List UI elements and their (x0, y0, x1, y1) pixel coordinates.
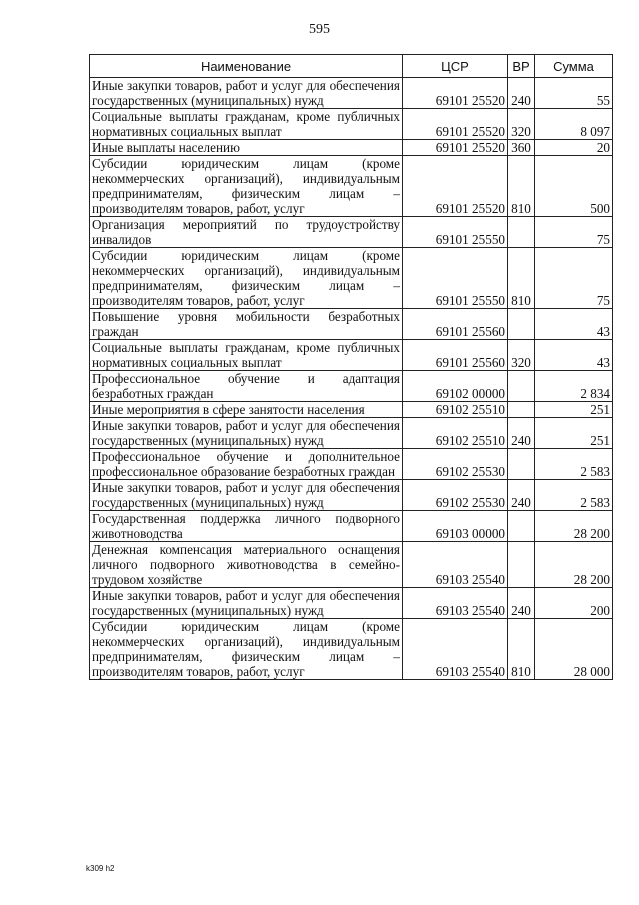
row-vr: 320 (508, 340, 535, 371)
row-sum: 20 (535, 140, 613, 156)
row-csr: 69103 25540 (403, 542, 508, 588)
row-csr: 69101 25560 (403, 309, 508, 340)
row-csr: 69101 25520 (403, 78, 508, 109)
row-csr: 69103 00000 (403, 511, 508, 542)
row-csr: 69102 25530 (403, 480, 508, 511)
row-name: Социальные выплаты гражданам, кроме публичных нормативных социальных выплат (90, 340, 403, 371)
row-csr: 69101 25550 (403, 248, 508, 309)
row-vr: 240 (508, 78, 535, 109)
row-vr: 240 (508, 418, 535, 449)
table-row (90, 309, 613, 340)
row-sum: 28 200 (535, 511, 613, 542)
table-row (90, 588, 613, 619)
header-csr: ЦСР (403, 55, 508, 78)
row-vr: 810 (508, 248, 535, 309)
row-csr: 69101 25520 (403, 140, 508, 156)
row-vr: 810 (508, 619, 535, 680)
row-name: Иные закупки товаров, работ и услуг для обеспечения государственных (муниципальных) нужд (90, 418, 403, 449)
row-sum: 55 (535, 78, 613, 109)
table-row (90, 511, 613, 542)
row-vr: 320 (508, 109, 535, 140)
row-sum: 251 (535, 418, 613, 449)
table-row (90, 619, 613, 680)
table-row (90, 402, 613, 418)
row-name: Повышение уровня мобильности безработных граждан (90, 309, 403, 340)
row-sum: 200 (535, 588, 613, 619)
table-row (90, 542, 613, 588)
row-csr: 69102 25510 (403, 418, 508, 449)
row-sum: 43 (535, 309, 613, 340)
row-vr: 810 (508, 156, 535, 217)
row-sum: 251 (535, 402, 613, 418)
row-vr (508, 511, 535, 542)
row-name: Иные закупки товаров, работ и услуг для обеспечения государственных (муниципальных) нужд (90, 588, 403, 619)
table-row (90, 78, 613, 109)
row-vr (508, 402, 535, 418)
row-sum: 43 (535, 340, 613, 371)
row-sum: 75 (535, 248, 613, 309)
table-body (90, 78, 613, 680)
row-name: Субсидии юридическим лицам (кроме некоммерческих организаций), индивидуальным предпринимателям, физическим лицам – производителям товаров, работ, услуг (90, 248, 403, 309)
row-vr (508, 371, 535, 402)
row-sum: 500 (535, 156, 613, 217)
row-name: Профессиональное обучение и адаптация безработных граждан (90, 371, 403, 402)
header-row (90, 55, 613, 78)
row-name: Иные выплаты населению (90, 140, 403, 156)
row-name: Государственная поддержка личного подворного животноводства (90, 511, 403, 542)
row-sum: 2 583 (535, 449, 613, 480)
table-row (90, 340, 613, 371)
row-vr (508, 542, 535, 588)
table-header (90, 55, 613, 78)
row-name: Денежная компенсация материального оснащения личного подворного животноводства в семейно-трудовом хозяйстве (90, 542, 403, 588)
row-name: Субсидии юридическим лицам (кроме некоммерческих организаций), индивидуальным предпринимателям, физическим лицам – производителям товаров, работ, услуг (90, 619, 403, 680)
row-sum: 2 583 (535, 480, 613, 511)
row-csr: 69103 25540 (403, 619, 508, 680)
row-name: Профессиональное обучение и дополнительное профессиональное образование безработных граждан (90, 449, 403, 480)
table-row (90, 140, 613, 156)
header-vr: ВР (508, 55, 535, 78)
row-csr: 69102 00000 (403, 371, 508, 402)
table-row (90, 371, 613, 402)
row-sum: 8 097 (535, 109, 613, 140)
row-csr: 69102 25530 (403, 449, 508, 480)
row-vr: 240 (508, 588, 535, 619)
row-csr: 69101 25560 (403, 340, 508, 371)
table-row (90, 418, 613, 449)
row-name: Иные закупки товаров, работ и услуг для обеспечения государственных (муниципальных) нужд (90, 78, 403, 109)
row-vr: 360 (508, 140, 535, 156)
table-row (90, 449, 613, 480)
table-row (90, 109, 613, 140)
row-sum: 28 000 (535, 619, 613, 680)
row-sum: 2 834 (535, 371, 613, 402)
row-sum: 75 (535, 217, 613, 248)
budget-table (89, 54, 613, 680)
row-csr: 69102 25510 (403, 402, 508, 418)
table-row (90, 248, 613, 309)
header-sum: Сумма (535, 55, 613, 78)
row-name: Иные мероприятия в сфере занятости населения (90, 402, 403, 418)
row-vr (508, 217, 535, 248)
row-sum: 28 200 (535, 542, 613, 588)
row-name: Социальные выплаты гражданам, кроме публичных нормативных социальных выплат (90, 109, 403, 140)
page-number: 595 (309, 22, 330, 37)
table-row (90, 480, 613, 511)
row-csr: 69103 25540 (403, 588, 508, 619)
row-vr (508, 449, 535, 480)
row-csr: 69101 25550 (403, 217, 508, 248)
row-vr (508, 309, 535, 340)
row-name: Организация мероприятий по трудоустройству инвалидов (90, 217, 403, 248)
header-name: Наименование (90, 55, 403, 78)
row-name: Иные закупки товаров, работ и услуг для обеспечения государственных (муниципальных) нужд (90, 480, 403, 511)
row-name: Субсидии юридическим лицам (кроме некоммерческих организаций), индивидуальным предпринимателям, физическим лицам – производителям товаров, работ, услуг (90, 156, 403, 217)
table-row (90, 217, 613, 248)
document-code: k309 h2 (86, 864, 115, 873)
row-csr: 69101 25520 (403, 156, 508, 217)
row-vr: 240 (508, 480, 535, 511)
table-row (90, 156, 613, 217)
row-csr: 69101 25520 (403, 109, 508, 140)
